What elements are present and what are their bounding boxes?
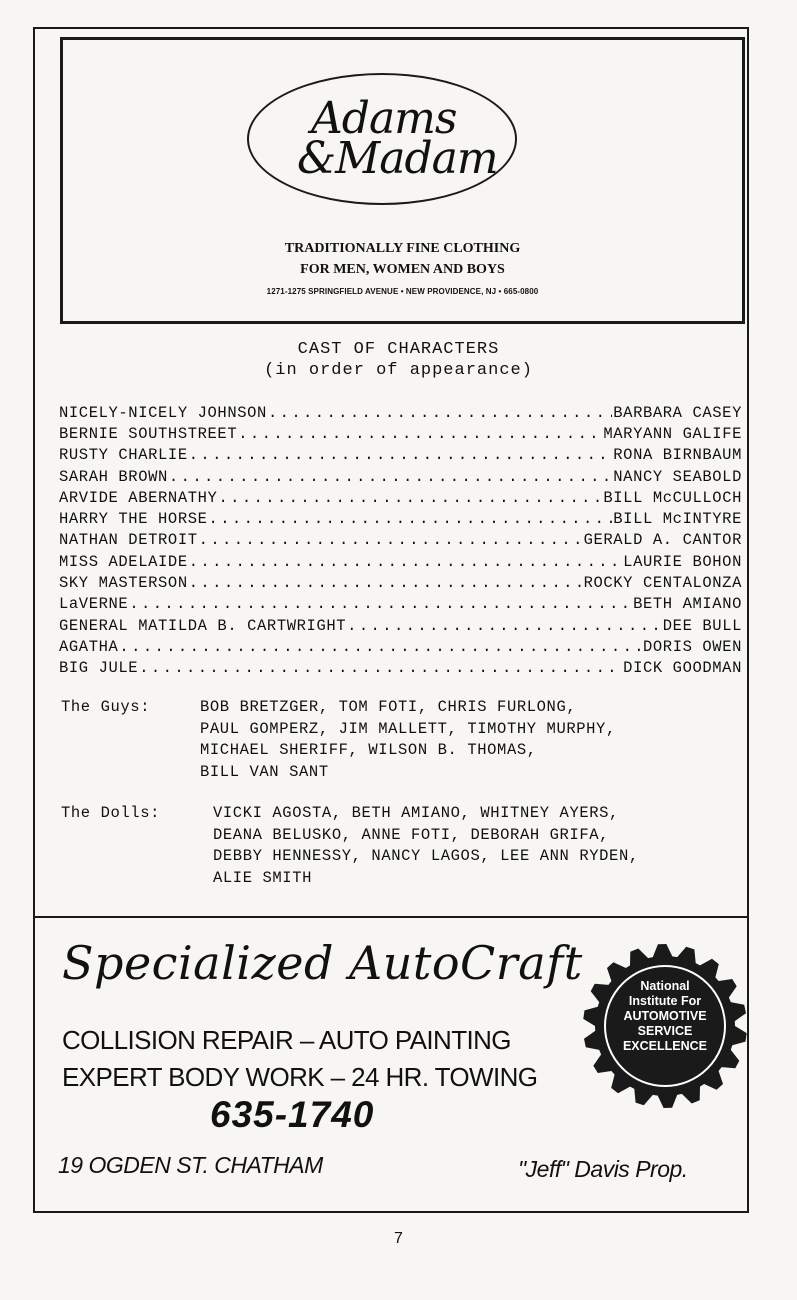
cast-role: GENERAL MATILDA B. CARTWRIGHT — [59, 616, 347, 635]
cast-row — [59, 445, 742, 466]
cast-subtitle: (in order of appearance) — [264, 361, 533, 380]
phone-number: 635-1740 — [210, 1094, 375, 1135]
cast-actor: BETH AMIANO — [633, 595, 742, 614]
cast-list — [59, 402, 742, 679]
cast-role: AGATHA — [59, 637, 119, 656]
service-line-2: EXPERT BODY WORK – 24 HR. TOWING — [62, 1062, 538, 1092]
dot-leader — [347, 617, 662, 635]
dot-leader — [189, 446, 613, 464]
cast-row — [59, 423, 742, 444]
cast-actor: MARYANN GALIFE — [603, 424, 742, 443]
dot-leader — [189, 553, 622, 571]
dolls-names — [213, 804, 639, 890]
dot-leader — [189, 574, 583, 592]
cast-row — [59, 508, 742, 529]
cast-title: CAST OF CHARACTERS — [297, 340, 500, 359]
dot-leader — [169, 468, 612, 486]
guys-names — [200, 698, 616, 784]
shop-address: 19 OGDEN ST. CHATHAM — [58, 1152, 323, 1178]
autocraft-logo: Specialized AutoCraft — [62, 936, 583, 990]
dolls-label: The Dolls: — [61, 804, 161, 822]
cast-role: RUSTY CHARLIE — [59, 446, 188, 465]
cast-actor: NANCY SEABOLD — [613, 467, 742, 486]
dolls-line: VICKI AGOSTA, BETH AMIANO, WHITNEY AYERS, — [213, 804, 619, 822]
seal-line: EXCELLENCE — [622, 1039, 708, 1053]
seal-line: AUTOMOTIVE — [623, 1009, 707, 1023]
cast-actor: BILL McCULLOCH — [603, 488, 742, 507]
dot-leader — [119, 638, 642, 656]
cast-role: SARAH BROWN — [59, 467, 168, 486]
ad-tagline-1: TRADITIONALLY FINE CLOTHING — [284, 241, 521, 256]
dolls-line: DEBBY HENNESSY, NANCY LAGOS, LEE ANN RYDEN, — [213, 847, 639, 865]
dot-leader — [129, 595, 632, 613]
adams-madam-ad — [60, 37, 745, 324]
dot-leader — [209, 510, 613, 528]
cast-row — [59, 466, 742, 487]
cast-role: BIG JULE — [59, 659, 139, 678]
dolls-line: DEANA BELUSKO, ANNE FOTI, DEBORAH GRIFA, — [213, 825, 610, 844]
cast-row — [59, 636, 742, 657]
guys-group — [61, 698, 751, 788]
dot-leader — [139, 659, 622, 677]
cast-row — [59, 658, 742, 679]
dolls-line: ALIE SMITH — [213, 868, 313, 887]
cast-role: NATHAN DETROIT — [59, 531, 198, 550]
cast-actor: DICK GOODMAN — [623, 659, 742, 678]
logo-line-madam: &Madam — [297, 133, 498, 184]
cast-role: LaVERNE — [59, 595, 129, 614]
seal-text — [580, 979, 750, 1054]
cast-actor: BARBARA CASEY — [613, 403, 742, 422]
cast-row — [59, 402, 742, 423]
logo-line-adams: Adams — [311, 93, 457, 144]
shop-owner: "Jeff" Davis Prop. — [518, 1156, 688, 1182]
seal-line: SERVICE — [637, 1024, 693, 1038]
page-number: 7 — [394, 1230, 403, 1247]
ase-seal — [580, 941, 750, 1111]
cast-actor: DEE BULL — [662, 616, 742, 635]
cast-actor: DORIS OWEN — [642, 637, 742, 656]
dot-leader — [218, 489, 602, 507]
dot-leader — [238, 425, 602, 443]
dot-leader — [199, 531, 583, 549]
cast-row — [59, 594, 742, 615]
cast-actor: ROCKY CENTALONZA — [583, 574, 742, 593]
ad-address: 1271-1275 SPRINGFIELD AVENUE • NEW PROVIDENCE, NJ • 665-0800 — [266, 287, 539, 296]
guys-line: BOB BRETZGER, TOM FOTI, CHRIS FURLONG, — [200, 698, 577, 716]
cast-actor: RONA BIRNBAUM — [613, 446, 742, 465]
cast-row — [59, 530, 742, 551]
guys-line: MICHAEL SHERIFF, WILSON B. THOMAS, — [200, 741, 537, 759]
dolls-group — [61, 804, 756, 894]
cast-role: SKY MASTERSON — [59, 574, 188, 593]
seal-line: National — [640, 979, 690, 993]
cast-actor: GERALD A. CANTOR — [583, 531, 742, 550]
cast-actor: LAURIE BOHON — [623, 552, 742, 571]
guys-line: PAUL GOMPERZ, JIM MALLETT, TIMOTHY MURPHY, — [200, 719, 616, 738]
cast-role: NICELY-NICELY JOHNSON — [59, 403, 267, 422]
cast-row — [59, 487, 742, 508]
guys-label: The Guys: — [61, 698, 151, 716]
guys-line: BILL VAN SANT — [200, 762, 329, 781]
service-line-1: COLLISION REPAIR – AUTO PAINTING — [62, 1025, 511, 1055]
dot-leader — [268, 404, 612, 422]
section-divider — [33, 916, 749, 918]
cast-row — [59, 615, 742, 636]
cast-row — [59, 572, 742, 593]
cast-role: MISS ADELAIDE — [59, 552, 188, 571]
ad-tagline-2: FOR MEN, WOMEN AND BOYS — [300, 262, 505, 277]
cast-role: BERNIE SOUTHSTREET — [59, 424, 238, 443]
cast-role: HARRY THE HORSE — [59, 510, 208, 529]
cast-role: ARVIDE ABERNATHY — [59, 488, 218, 507]
cast-actor: BILL McINTYRE — [613, 510, 742, 529]
adams-madam-logo — [247, 73, 517, 205]
seal-line: Institute For — [628, 994, 702, 1008]
cast-row — [59, 551, 742, 572]
